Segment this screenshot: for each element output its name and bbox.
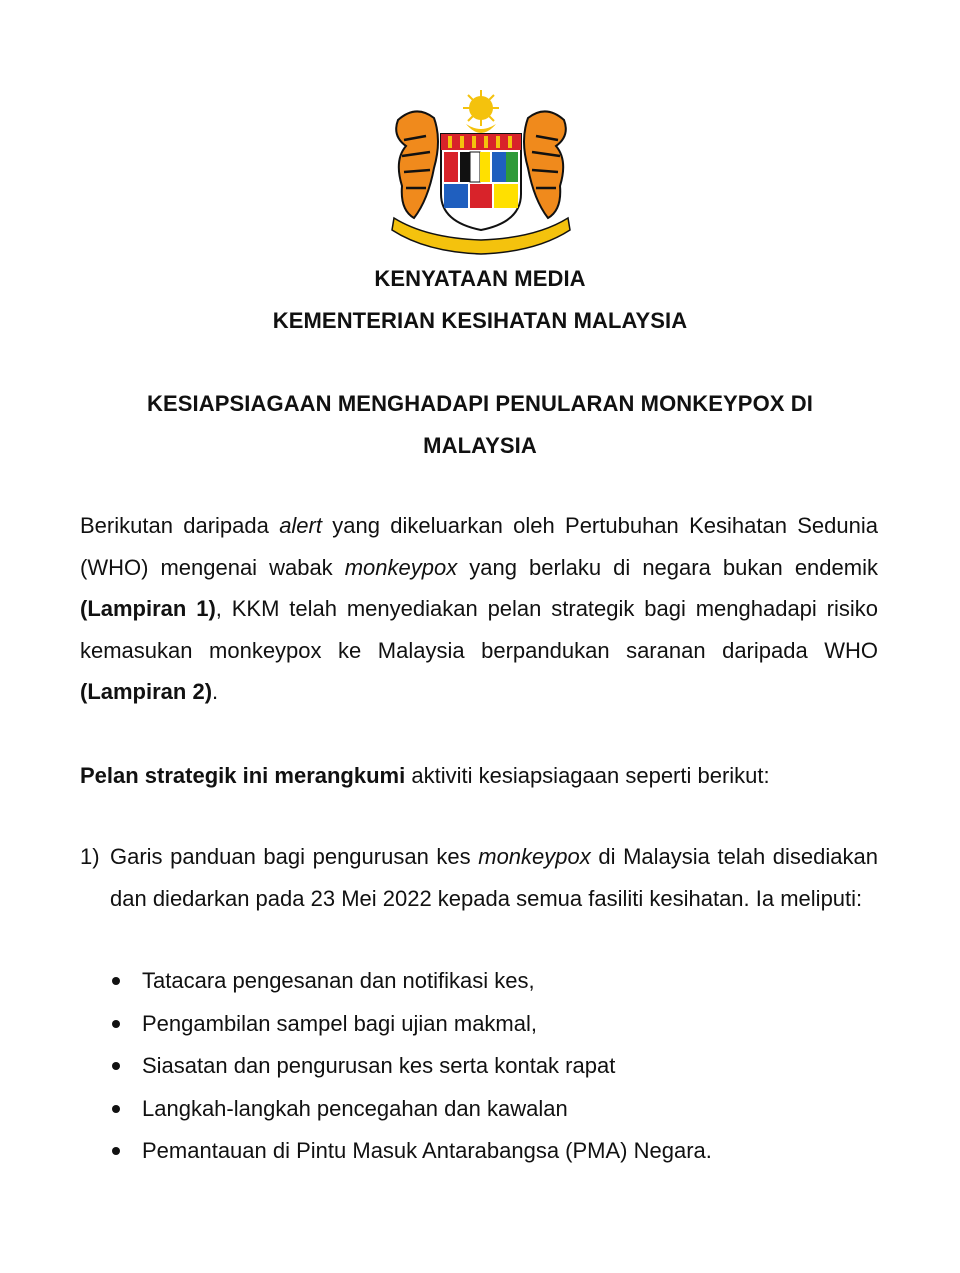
document-title-line2: MALAYSIA xyxy=(423,433,537,458)
bullet-icon xyxy=(112,1105,120,1113)
item-number: 1) xyxy=(80,844,100,869)
bullet-icon xyxy=(112,977,120,985)
list-item: Langkah-langkah pencegahan dan kawalan xyxy=(110,1088,870,1131)
lampiran-2-reference: (Lampiran 2) xyxy=(80,679,213,704)
strategy-paragraph: Pelan strategik ini merangkumi aktiviti kesiapsiagaan seperti berikut: xyxy=(80,763,770,788)
lampiran-1-reference: (Lampiran 1) xyxy=(80,596,216,621)
item-text: Garis panduan bagi pengurusan kes monkeypox di Malaysia telah disediakan dan diedarkan pada 23 Mei 2022 kepada semua fasiliti kesihatan. Ia meliputi: xyxy=(110,844,878,911)
list-item: Pengambilan sampel bagi ujian makmal, xyxy=(110,1003,870,1046)
numbered-item-1 xyxy=(80,836,878,919)
list-item: Tatacara pengesanan dan notifikasi kes, xyxy=(110,960,870,1003)
bullet-icon xyxy=(112,1147,120,1155)
list-item: Pemantauan di Pintu Masuk Antarabangsa (PMA) Negara. xyxy=(110,1130,870,1173)
intro-paragraph: Berikutan daripada alert yang dikeluarkan oleh Pertubuhan Kesihatan Sedunia (WHO) mengenai wabak monkeypox yang berlaku di negara bukan endemik (Lampiran 1), KKM telah menyediakan pelan strategik bagi menghadapi risiko kemasukan monkeypox ke Malaysia berpandukan saranan daripada WHO (Lampiran 2). xyxy=(80,513,878,704)
bullet-icon xyxy=(112,1020,120,1028)
media-statement-heading: KENYATAAN MEDIA xyxy=(374,266,586,291)
bullet-list xyxy=(110,960,870,1173)
ministry-heading: KEMENTERIAN KESIHATAN MALAYSIA xyxy=(272,308,688,333)
malaysia-coat-of-arms-logo xyxy=(386,90,576,260)
bullet-icon xyxy=(112,1062,120,1070)
list-item: Siasatan dan pengurusan kes serta kontak rapat xyxy=(110,1045,870,1088)
document-title-line1: KESIAPSIAGAAN MENGHADAPI PENULARAN MONKEYPOX DI xyxy=(147,391,813,416)
